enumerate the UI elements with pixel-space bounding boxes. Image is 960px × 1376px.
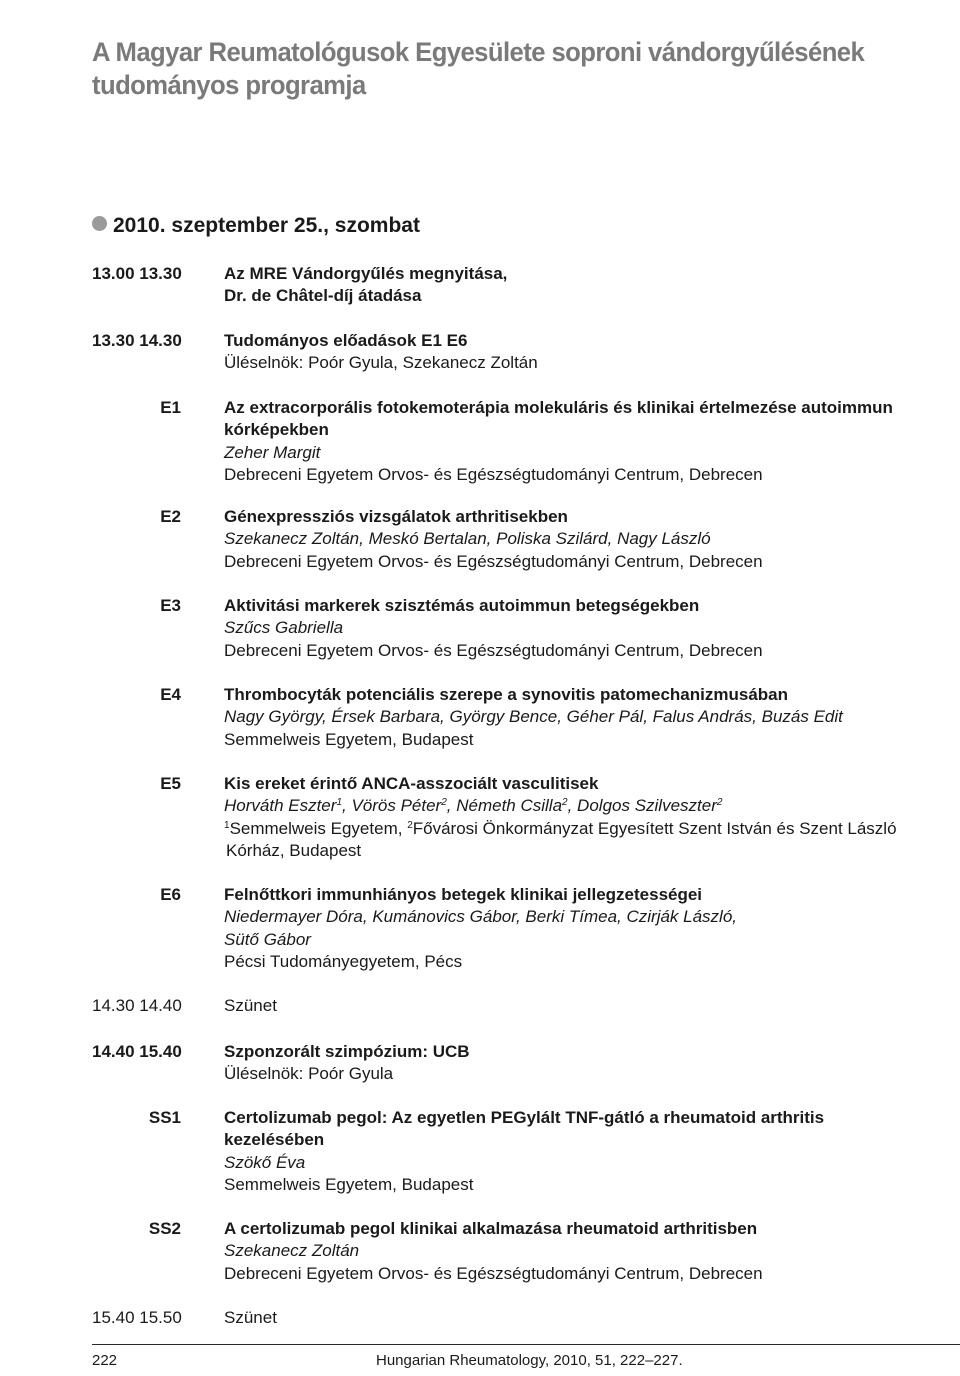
day-heading-text: 2010. szeptember 25., szombat <box>113 214 420 237</box>
talk-code: E3 <box>160 596 181 615</box>
author-name: , Németh Csilla <box>446 796 563 816</box>
break-time: 14.30 14.40 <box>92 996 182 1015</box>
affiliation-mark: 2 <box>407 819 413 831</box>
affiliation-mark: 1 <box>224 819 230 831</box>
talk-title-cont: kórképekben <box>224 420 329 440</box>
talk-title: Kis ereket érintő ANCA-asszociált vasculitisek <box>224 774 599 793</box>
affiliation-mark: 1 <box>336 797 342 809</box>
talk-institution: Semmelweis Egyetem, Budapest <box>224 1174 474 1194</box>
institution-name: Semmelweis Egyetem, <box>229 818 408 838</box>
talk-authors <box>224 795 958 817</box>
talk-institution <box>224 818 958 840</box>
talk-title: A certolizumab pegol klinikai alkalmazása rheumatoid arthritisben <box>224 1219 758 1238</box>
talk-code: E1 <box>160 398 181 417</box>
day-heading <box>92 213 420 239</box>
talk-code: E2 <box>160 507 181 526</box>
affiliation-mark: 2 <box>441 797 447 809</box>
break-label: Szünet <box>224 1308 277 1327</box>
institution-name: Fővárosi Önkormányzat Egyesített Szent István és Szent László <box>412 818 897 838</box>
title-line-2: tudományos programja <box>92 70 366 100</box>
session-time: 14.40 15.40 <box>92 1042 182 1061</box>
talk-institution: Debreceni Egyetem Orvos- és Egészségtudományi Centrum, Debrecen <box>224 1263 763 1283</box>
talk-code: E4 <box>160 685 181 704</box>
talk-title: Génexpressziós vizsgálatok arthritisekben <box>224 507 568 526</box>
talk-institution: Semmelweis Egyetem, Budapest <box>224 729 474 749</box>
session-title: Szponzorált szimpózium: UCB <box>224 1042 470 1061</box>
talk-institution: Debreceni Egyetem Orvos- és Egészségtudományi Centrum, Debrecen <box>224 551 763 571</box>
session-chairs: Üléselnök: Poór Gyula, Szekanecz Zoltán <box>224 353 538 373</box>
author-name: Horváth Eszter <box>224 796 337 816</box>
talk-authors: Szekanecz Zoltán <box>224 1241 360 1261</box>
talk-authors: Nagy György, Érsek Barbara, György Bence, Géher Pál, Falus András, Buzás Edit <box>224 707 843 727</box>
author-name: , Vörös Péter <box>342 796 442 816</box>
session-time: 13.30 14.30 <box>92 331 182 350</box>
talk-title: Thrombocyták potenciális szerepe a synovitis patomechanizmusában <box>224 685 789 704</box>
talk-institution: Pécsi Tudományegyetem, Pécs <box>224 951 463 971</box>
break-label: Szünet <box>224 996 277 1015</box>
talk-authors: Szűcs Gabriella <box>224 618 344 638</box>
talk-authors: Niedermayer Dóra, Kumánovics Gábor, Berki Tímea, Czirják László, <box>224 907 738 927</box>
footer-divider <box>92 1344 960 1345</box>
session-title: Az MRE Vándorgyűlés megnyitása, <box>224 264 508 283</box>
page-title <box>92 36 900 102</box>
talk-institution-cont: Kórház, Budapest <box>226 840 362 860</box>
session-title-cont: Dr. de Châtel-díj átadása <box>224 286 422 306</box>
talk-authors: Szökő Éva <box>224 1152 306 1172</box>
session-chairs: Üléselnök: Poór Gyula <box>224 1064 394 1084</box>
break-time: 15.40 15.50 <box>92 1308 182 1327</box>
talk-institution: Debreceni Egyetem Orvos- és Egészségtudományi Centrum, Debrecen <box>224 464 763 484</box>
talk-institution: Debreceni Egyetem Orvos- és Egészségtudományi Centrum, Debrecen <box>224 640 763 660</box>
session-time: 13.00 13.30 <box>92 264 182 283</box>
affiliation-mark: 2 <box>562 797 568 809</box>
bullet-icon <box>92 216 107 231</box>
page-number: 222 <box>92 1352 118 1369</box>
author-name: , Dolgos Szilveszter <box>567 796 717 816</box>
talk-code: E5 <box>160 774 181 793</box>
talk-code: SS2 <box>148 1219 181 1238</box>
talk-authors-cont: Sütő Gábor <box>224 929 311 949</box>
talk-authors: Szekanecz Zoltán, Meskó Bertalan, Poliska Szilárd, Nagy László <box>224 529 711 549</box>
title-line-1: A Magyar Reumatológusok Egyesülete soproni vándorgyűlésének <box>92 37 865 67</box>
journal-citation: Hungarian Rheumatology, 2010, 51, 222–227. <box>376 1352 683 1369</box>
talk-authors: Zeher Margit <box>224 442 321 462</box>
talk-code: E6 <box>160 885 181 904</box>
talk-title: Felnőttkori immunhiányos betegek klinikai jellegzetességei <box>224 885 703 904</box>
affiliation-mark: 2 <box>716 797 723 809</box>
session-title: Tudományos előadások E1 E6 <box>224 331 468 350</box>
talk-code: SS1 <box>148 1108 181 1127</box>
talk-title: Aktivitási markerek szisztémás autoimmun betegségekben <box>224 596 700 615</box>
talk-title: Az extracorporális fotokemoterápia molekuláris és klinikai értelmezése autoimmun <box>224 398 893 417</box>
talk-title-cont: kezelésében <box>224 1130 325 1150</box>
talk-title: Certolizumab pegol: Az egyetlen PEGylált TNF-gátló a rheumatoid arthritis <box>224 1108 825 1127</box>
